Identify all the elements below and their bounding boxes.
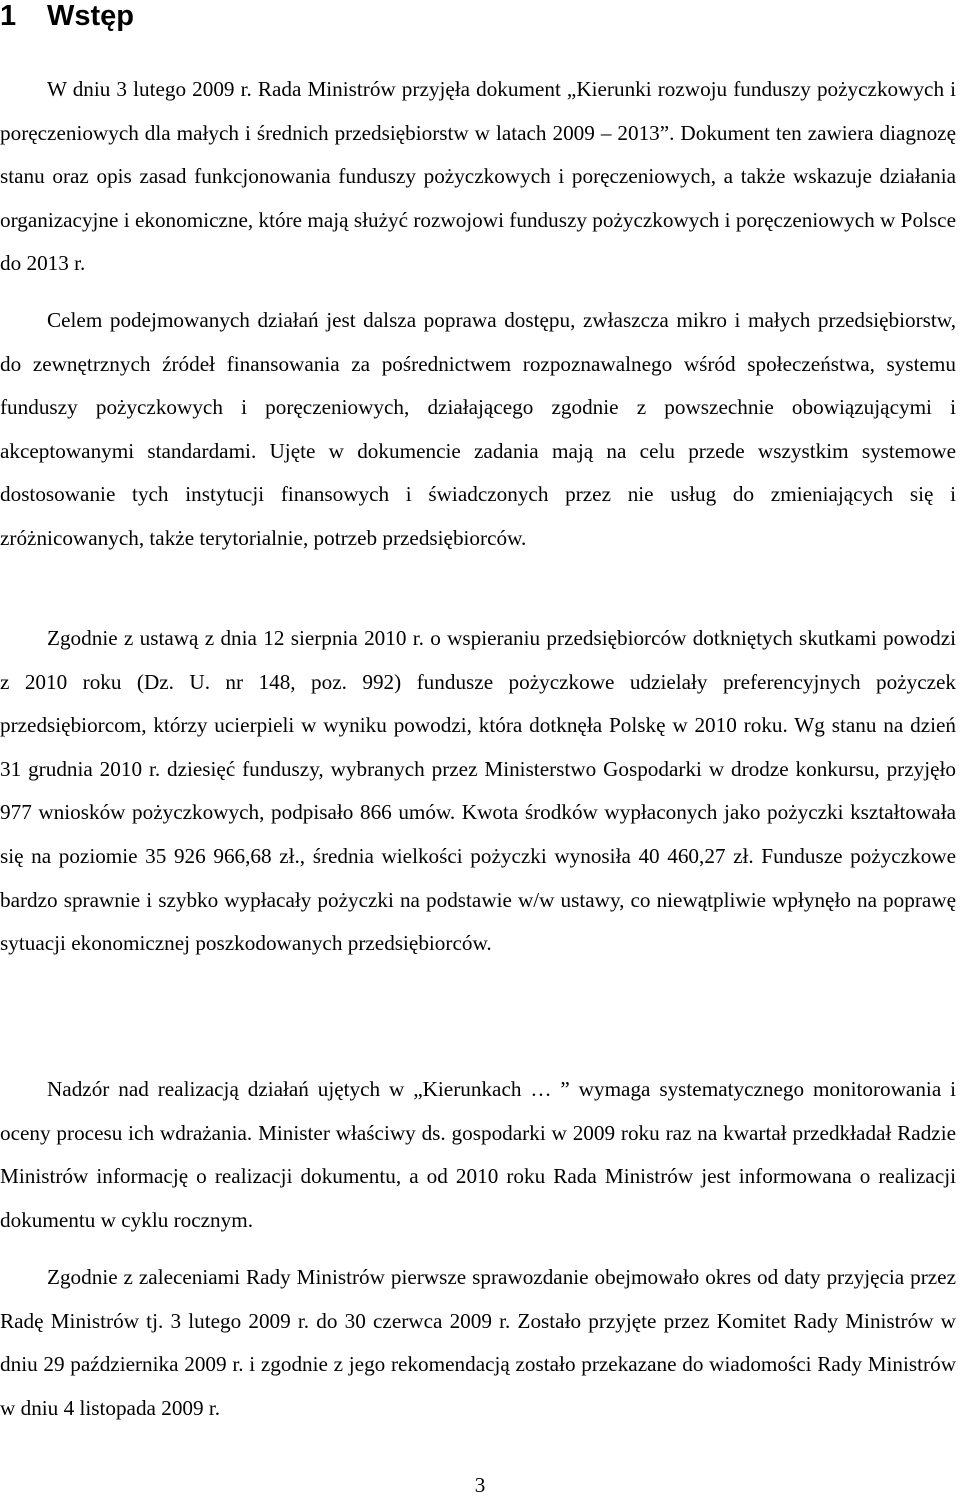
section-number: 1 — [0, 0, 17, 32]
paragraph-intro: W dniu 3 lutego 2009 r. Rada Ministrów przyjęła dokument „Kierunki rozwoju funduszy pożyczkowych i poręczeniowych dla małych i średnich przedsiębiorstw w latach 2009 – 2013”. Dokument ten zawiera diagnozę stanu oraz opis zasad funkcjonowania funduszy pożyczkowych i poręczeniowych, a także wskazuje działania organizacyjne i ekonomiczne, które mają służyć rozwojowi funduszy pożyczkowych i poręczeniowych w Polsce do 2013 r. — [0, 77, 956, 276]
section-title: Wstęp — [47, 0, 134, 32]
paragraph-flood-loans: Zgodnie z ustawą z dnia 12 sierpnia 2010 r. o wspieraniu przedsiębiorców dotkniętych skutkami powodzi z 2010 roku (Dz. U. nr 148, poz. 992) fundusze pożyczkowe udzielały preferencyjnych pożyczek przedsiębiorcom, którzy ucierpieli w wyniku powodzi, która dotknęła Polskę w 2010 roku. Wg stanu na dzień 31 grudnia 2010 r. dziesięć funduszy, wybranych przez Ministerstwo Gospodarki w drodze konkursu, przyjęło 977 wniosków pożyczkowych, podpisało 866 umów. Kwota środków wypłaconych jako pożyczki kształtowała się na poziomie 35 926 966,68 zł., średnia wielkości pożyczki wynosiła 40 460,27 zł. Fundusze pożyczkowe bardzo sprawnie i szybko wypłacały pożyczki na podstawie w/w ustawy, co niewątpliwie wpłynęło na poprawę sytuacji ekonomicznej poszkodowanych przedsiębiorców. — [0, 626, 956, 956]
paragraph-first-report: Zgodnie z zaleceniami Rady Ministrów pierwsze sprawozdanie obejmowało okres od daty przyjęcia przez Radę Ministrów tj. 3 lutego 2009 r. do 30 czerwca 2009 r. Zostało przyjęte przez Komitet Rady Ministrów w dniu 29 października 2009 r. i zgodnie z jego rekomendacją zostało przekazane do wiadomości Rady Ministrów w dniu 4 listopada 2009 r. — [0, 1265, 956, 1420]
section-heading — [0, 0, 134, 38]
paragraph-goals: Celem podejmowanych działań jest dalsza poprawa dostępu, zwłaszcza mikro i małych przedsiębiorstw, do zewnętrznych źródeł finansowania za pośrednictwem rozpoznawalnego wśród społeczeństwa, systemu funduszy pożyczkowych i poręczeniowych, działającego zgodnie z powszechnie obowiązującymi i akceptowanymi standardami. Ujęte w dokumencie zadania mają na celu przede wszystkim systemowe dostosowanie tych instytucji finansowych i świadczonych przez nie usług do zmieniających się i zróżnicowanych, także terytorialnie, potrzeb przedsiębiorców. — [0, 308, 956, 550]
paragraph-supervision: Nadzór nad realizacją działań ujętych w „Kierunkach … ” wymaga systematycznego monitorowania i oceny procesu ich wdrażania. Minister właściwy ds. gospodarki w 2009 roku raz na kwartał przedkładał Radzie Ministrów informację o realizacji dokumentu, a od 2010 roku Rada Ministrów jest informowana o realizacji dokumentu w cyklu rocznym. — [0, 1077, 956, 1232]
page-number: 3 — [474, 1473, 486, 1497]
